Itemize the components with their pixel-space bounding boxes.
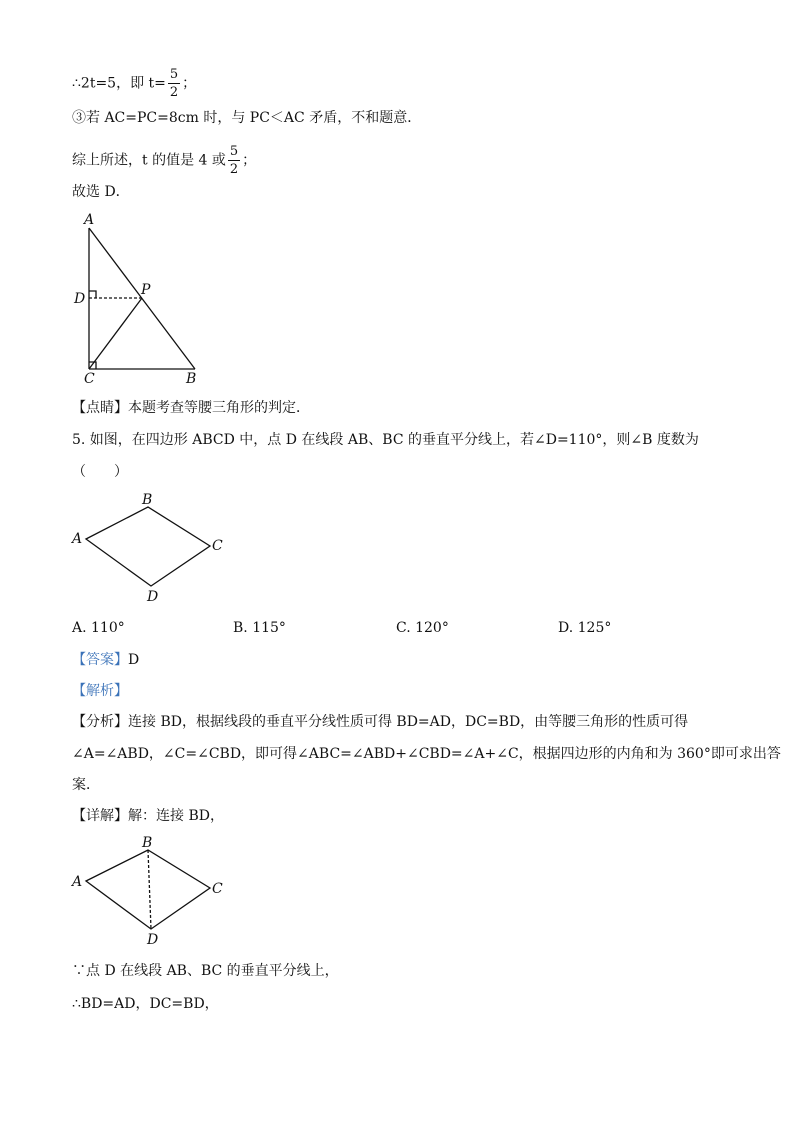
label-d: D — [147, 589, 159, 605]
label-d: D — [74, 291, 86, 307]
option-c: C. 120° — [396, 620, 449, 636]
label-a: A — [72, 531, 83, 547]
label-c: C — [212, 538, 223, 554]
label-b: B — [142, 492, 153, 508]
option-d: D. 125° — [558, 620, 612, 636]
xiangjie-tag: 【详解】 — [72, 808, 128, 824]
fenxi-line-1: 【分析】连接 BD，根据线段的垂直平分线性质可得 BD=AD，DC=BD，由等腰三角形的性质可得 — [72, 714, 689, 730]
question-5-stem: 5. 如图，在四边形 ABCD 中，点 D 在线段 AB、BC 的垂直平分线上，若∠D=110°，则∠B 度数为 — [72, 432, 699, 448]
because-line: ∵点 D 在线段 AB、BC 的垂直平分线上， — [72, 963, 339, 979]
answer-tag: 【答案】 — [72, 652, 128, 668]
label-p: P — [141, 282, 151, 298]
label-b: B — [142, 835, 153, 851]
answer-value: D — [128, 652, 140, 668]
xiangjie-line: 【详解】解：连接 BD， — [72, 808, 224, 824]
segment-bd-dashed — [148, 850, 151, 929]
line-2t-equals-5: ∴2t=5，即 t= $\frac{5}{2}$ ； — [72, 67, 197, 100]
label-d: D — [147, 932, 159, 948]
quadrilateral-figure — [86, 507, 210, 586]
label-c: C — [84, 371, 95, 387]
fenxi-line-2: ∠A=∠ABD，∠C=∠CBD，即可得∠ABC=∠ABD+∠CBD=∠A+∠C，根据四边形的内角和为 360°即可求出答 — [72, 746, 781, 762]
line-summary: 综上所述，t 的值是 4 或 $\frac{5}{2}$ ； — [72, 144, 257, 177]
dianjing-tag: 【点睛】 — [72, 400, 128, 416]
line-case-3: ③若 AC=PC=8cm 时，与 PC＜AC 矛盾，不和题意． — [72, 110, 422, 126]
option-a: A. 110° — [72, 620, 125, 636]
quadrilateral-bd-figure — [86, 850, 210, 929]
segment-pc — [89, 298, 142, 369]
quadrilateral-abcd — [86, 507, 210, 586]
fenxi-line-3: 案． — [72, 777, 100, 793]
option-b: B. 115° — [233, 620, 286, 636]
label-a: A — [72, 874, 83, 890]
label-b: B — [186, 371, 197, 387]
answer-line — [72, 652, 139, 669]
question-5-paren: （ ） — [72, 464, 128, 480]
fenxi-tag: 【分析】 — [72, 714, 128, 730]
fraction-five-halves: $\frac{5}{2}$ — [169, 67, 179, 100]
label-c: C — [212, 881, 223, 897]
jiexi-tag: 【解析】 — [72, 683, 128, 699]
therefore-line: ∴BD=AD，DC=BD， — [72, 996, 219, 1012]
dianjing-line: 【点睛】本题考查等腰三角形的判定． — [72, 400, 310, 416]
label-a: A — [84, 212, 95, 228]
fraction-five-halves-2: $\frac{5}{2}$ — [229, 144, 239, 177]
line-choose-d: 故选 D． — [72, 184, 130, 200]
triangle-figure — [89, 228, 195, 369]
right-angle-mark-d — [89, 291, 96, 298]
